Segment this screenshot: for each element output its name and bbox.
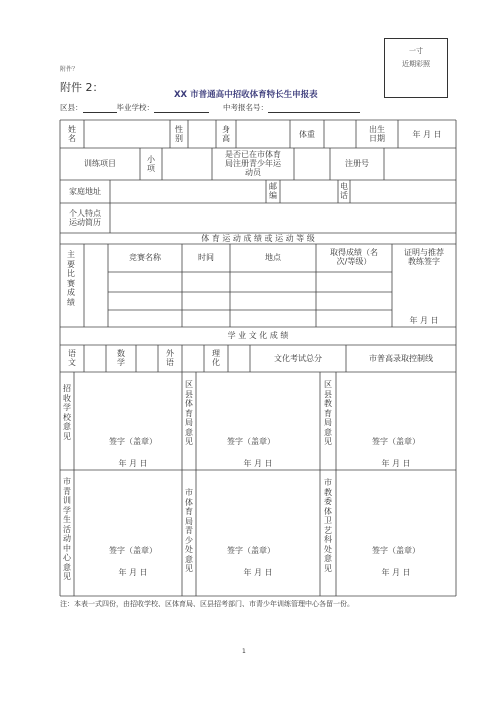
gender-label: 性 别	[175, 125, 183, 143]
address-field[interactable]	[110, 180, 266, 203]
district-edu-opinion-label: 区 县 教 育 局 意 见	[324, 380, 332, 446]
weight-label: 体重	[299, 130, 315, 139]
youth-center-opinion-label: 市 青 训 学 生 活 动 中 心 意 见	[63, 477, 71, 581]
youth-office-date: 年 月 日	[243, 568, 273, 577]
registered-field[interactable]	[294, 148, 330, 180]
page-number: 1	[242, 648, 246, 655]
name-field[interactable]	[84, 120, 170, 148]
chinese-score-field[interactable]	[84, 345, 106, 372]
cert-date: 年 月 日	[409, 316, 439, 325]
event-label: 训练项目	[84, 159, 116, 168]
youth-office-sign[interactable]: 签字（盖章）	[227, 546, 275, 555]
postcode-field[interactable]	[280, 180, 338, 203]
math-score-field[interactable]	[136, 345, 158, 372]
art-office-sign[interactable]: 签字（盖章）	[372, 546, 420, 555]
school-opinion-label: 招 收 学 校 意 见	[63, 384, 71, 441]
resume-label: 个人特点 运动简历	[69, 209, 101, 227]
science-label: 理 化	[212, 349, 220, 367]
name-label: 姓 名	[68, 125, 76, 143]
gender-field[interactable]	[188, 120, 216, 148]
height-label: 身 高	[222, 125, 230, 143]
place-header: 地点	[265, 253, 281, 262]
district-label: 区县：	[60, 103, 83, 112]
weight-field[interactable]	[324, 120, 356, 148]
reg-no-field[interactable]	[384, 148, 456, 180]
youth-center-sign[interactable]: 签字（盖章）	[109, 546, 157, 555]
photo-label-size: 一寸	[409, 47, 423, 55]
district-sports-date: 年 月 日	[243, 459, 273, 468]
main-match-label: 主 要 比 赛 成 绩	[67, 250, 75, 307]
cert-header: 证明与推荐 教练签字	[404, 248, 444, 266]
birth-label: 出生 日期	[369, 125, 385, 143]
science-score-field[interactable]	[228, 345, 250, 372]
sports-section-header: 体 育 运 动 成 绩 或 运 动 等 级	[201, 234, 315, 243]
photo-label-recent: 近期彩照	[402, 60, 430, 68]
culture-section-header: 学 业 文 化 成 绩	[227, 331, 289, 340]
competition-name-header: 竞赛名称	[129, 253, 161, 262]
page-title: XX 市普通高中招收体育特长生申报表	[174, 90, 318, 100]
page-marker: 附件？	[60, 66, 79, 73]
district-sports-opinion-label: 区 县 体 育 局 意 见	[185, 380, 193, 446]
address-label: 家庭地址	[69, 187, 101, 196]
foreign-label: 外 语	[166, 349, 174, 367]
total-score-label: 文化考试总分	[274, 354, 322, 363]
phone-label: 电 话	[340, 182, 348, 200]
youth-office-opinion-label: 市 体 育 局 青 少 处 意 见	[185, 488, 193, 573]
height-field[interactable]	[236, 120, 290, 148]
footnote: 注：本表一式四份，由招收学校、区体育局、区县招考部门、市青少年训练管理中心各留一份。	[60, 600, 354, 608]
time-header: 时间	[198, 253, 214, 262]
art-office-date: 年 月 日	[381, 568, 411, 577]
match-row[interactable]	[108, 272, 392, 292]
phone-field[interactable]	[350, 180, 456, 203]
result-header: 取得成绩（名 次/等级）	[330, 248, 378, 266]
minor-event-field[interactable]	[162, 148, 212, 180]
postcode-label: 邮 编	[269, 182, 277, 200]
art-office-opinion-label: 市 教 委 体 卫 艺 科 处 意 见	[324, 478, 332, 573]
reg-no-label: 注册号	[345, 159, 369, 168]
birth-date-field[interactable]: 年 月 日	[412, 130, 442, 139]
school-date: 年 月 日	[118, 459, 148, 468]
district-sports-sign[interactable]: 签字（盖章）	[227, 437, 275, 446]
school-label: 毕业学校：	[116, 103, 154, 112]
district-edu-sign[interactable]: 签字（盖章）	[372, 437, 420, 446]
math-label: 数 学	[117, 349, 125, 367]
district-edu-date: 年 月 日	[381, 459, 411, 468]
minor-event-label: 小 项	[147, 155, 155, 173]
match-row[interactable]	[108, 292, 392, 310]
attachment-label: 附件 2：	[60, 81, 104, 94]
control-line-label: 市普高录取控制线	[369, 354, 433, 363]
match-row[interactable]	[108, 310, 392, 327]
youth-center-date: 年 月 日	[118, 568, 148, 577]
resume-field[interactable]	[110, 203, 456, 233]
exam-no-label: 中考报名号：	[223, 103, 268, 112]
foreign-score-field[interactable]	[182, 345, 204, 372]
chinese-label: 语 文	[68, 349, 76, 367]
school-sign[interactable]: 签字（盖章）	[109, 437, 157, 446]
registered-label: 是否已在市体育 局注册青少年运 动员	[225, 150, 281, 177]
